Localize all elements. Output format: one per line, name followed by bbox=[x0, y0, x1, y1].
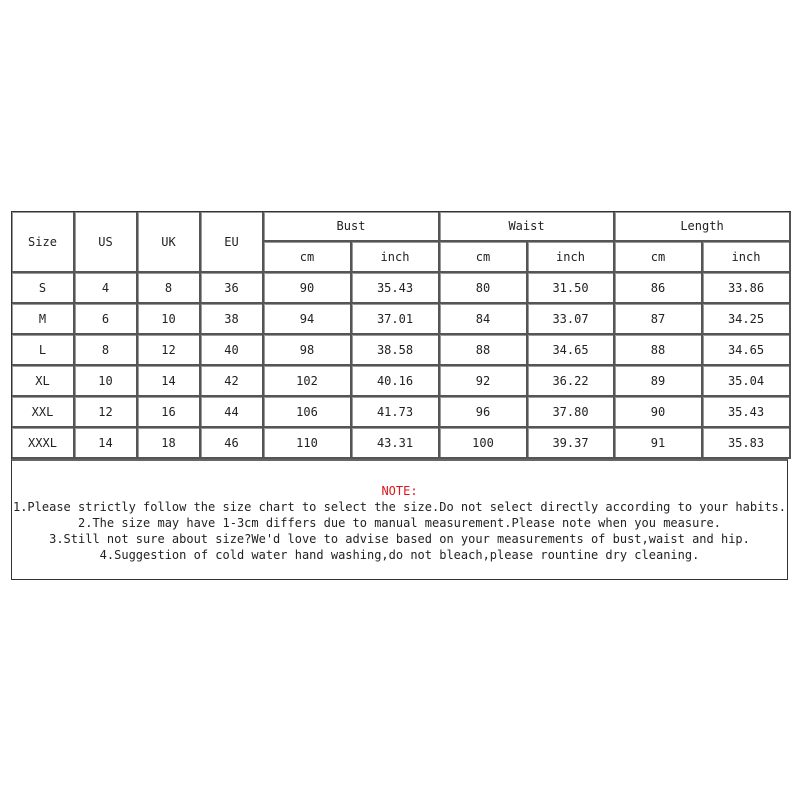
cell-bust-inch: 41.73 bbox=[352, 397, 440, 428]
table-row bbox=[12, 428, 791, 459]
header-length-cm: cm bbox=[615, 242, 703, 273]
table-row bbox=[12, 304, 791, 335]
header-eu: EU bbox=[201, 212, 264, 273]
header-waist-inch: inch bbox=[528, 242, 615, 273]
cell-waist-inch: 36.22 bbox=[528, 366, 615, 397]
header-uk: UK bbox=[138, 212, 201, 273]
cell-waist-cm: 88 bbox=[440, 335, 528, 366]
note-title: NOTE: bbox=[381, 484, 418, 498]
notes-box bbox=[11, 459, 788, 580]
cell-eu: 46 bbox=[201, 428, 264, 459]
cell-eu: 42 bbox=[201, 366, 264, 397]
table-row bbox=[12, 397, 791, 428]
cell-bust-inch: 40.16 bbox=[352, 366, 440, 397]
cell-size: L bbox=[12, 335, 75, 366]
cell-length-inch: 33.86 bbox=[703, 273, 791, 304]
cell-length-cm: 86 bbox=[615, 273, 703, 304]
cell-eu: 44 bbox=[201, 397, 264, 428]
cell-eu: 36 bbox=[201, 273, 264, 304]
cell-length-cm: 90 bbox=[615, 397, 703, 428]
header-bust-inch: inch bbox=[352, 242, 440, 273]
cell-waist-inch: 31.50 bbox=[528, 273, 615, 304]
cell-us: 4 bbox=[75, 273, 138, 304]
cell-length-cm: 89 bbox=[615, 366, 703, 397]
size-table bbox=[11, 211, 791, 459]
cell-us: 12 bbox=[75, 397, 138, 428]
note-line-1: 1.Please strictly follow the size chart to select the size.Do not select directly according to your habits. bbox=[12, 500, 787, 514]
cell-bust-inch: 43.31 bbox=[352, 428, 440, 459]
cell-waist-inch: 33.07 bbox=[528, 304, 615, 335]
cell-us: 6 bbox=[75, 304, 138, 335]
header-waist-cm: cm bbox=[440, 242, 528, 273]
cell-waist-inch: 37.80 bbox=[528, 397, 615, 428]
cell-uk: 10 bbox=[138, 304, 201, 335]
cell-length-cm: 87 bbox=[615, 304, 703, 335]
size-chart bbox=[11, 211, 790, 580]
header-length: Length bbox=[615, 212, 791, 242]
cell-bust-cm: 94 bbox=[264, 304, 352, 335]
cell-us: 14 bbox=[75, 428, 138, 459]
cell-us: 10 bbox=[75, 366, 138, 397]
header-bust: Bust bbox=[264, 212, 440, 242]
cell-waist-cm: 100 bbox=[440, 428, 528, 459]
cell-waist-inch: 39.37 bbox=[528, 428, 615, 459]
cell-length-inch: 34.25 bbox=[703, 304, 791, 335]
header-row-1 bbox=[12, 212, 791, 242]
cell-eu: 40 bbox=[201, 335, 264, 366]
cell-bust-cm: 90 bbox=[264, 273, 352, 304]
cell-size: S bbox=[12, 273, 75, 304]
cell-waist-cm: 96 bbox=[440, 397, 528, 428]
cell-uk: 16 bbox=[138, 397, 201, 428]
header-length-inch: inch bbox=[703, 242, 791, 273]
cell-uk: 12 bbox=[138, 335, 201, 366]
table-row bbox=[12, 366, 791, 397]
cell-length-inch: 35.04 bbox=[703, 366, 791, 397]
note-line-4: 4.Suggestion of cold water hand washing,do not bleach,please rountine dry cleaning. bbox=[99, 548, 700, 562]
cell-eu: 38 bbox=[201, 304, 264, 335]
cell-size: XL bbox=[12, 366, 75, 397]
cell-bust-inch: 37.01 bbox=[352, 304, 440, 335]
cell-uk: 14 bbox=[138, 366, 201, 397]
cell-length-cm: 91 bbox=[615, 428, 703, 459]
header-bust-cm: cm bbox=[264, 242, 352, 273]
cell-length-inch: 35.83 bbox=[703, 428, 791, 459]
cell-bust-cm: 106 bbox=[264, 397, 352, 428]
cell-uk: 18 bbox=[138, 428, 201, 459]
note-line-2: 2.The size may have 1-3cm differs due to manual measurement.Please note when you measure. bbox=[78, 516, 721, 530]
cell-us: 8 bbox=[75, 335, 138, 366]
header-waist: Waist bbox=[440, 212, 615, 242]
cell-waist-cm: 80 bbox=[440, 273, 528, 304]
table-row bbox=[12, 335, 791, 366]
cell-length-inch: 35.43 bbox=[703, 397, 791, 428]
cell-length-inch: 34.65 bbox=[703, 335, 791, 366]
cell-waist-cm: 84 bbox=[440, 304, 528, 335]
cell-bust-cm: 98 bbox=[264, 335, 352, 366]
cell-size: XXXL bbox=[12, 428, 75, 459]
cell-waist-cm: 92 bbox=[440, 366, 528, 397]
note-line-3: 3.Still not sure about size?We'd love to advise based on your measurements of bust,waist and hip. bbox=[49, 532, 750, 546]
table-row bbox=[12, 273, 791, 304]
cell-waist-inch: 34.65 bbox=[528, 335, 615, 366]
header-size: Size bbox=[12, 212, 75, 273]
cell-bust-inch: 38.58 bbox=[352, 335, 440, 366]
cell-bust-cm: 102 bbox=[264, 366, 352, 397]
cell-size: XXL bbox=[12, 397, 75, 428]
cell-length-cm: 88 bbox=[615, 335, 703, 366]
cell-size: M bbox=[12, 304, 75, 335]
header-us: US bbox=[75, 212, 138, 273]
cell-bust-cm: 110 bbox=[264, 428, 352, 459]
cell-bust-inch: 35.43 bbox=[352, 273, 440, 304]
cell-uk: 8 bbox=[138, 273, 201, 304]
